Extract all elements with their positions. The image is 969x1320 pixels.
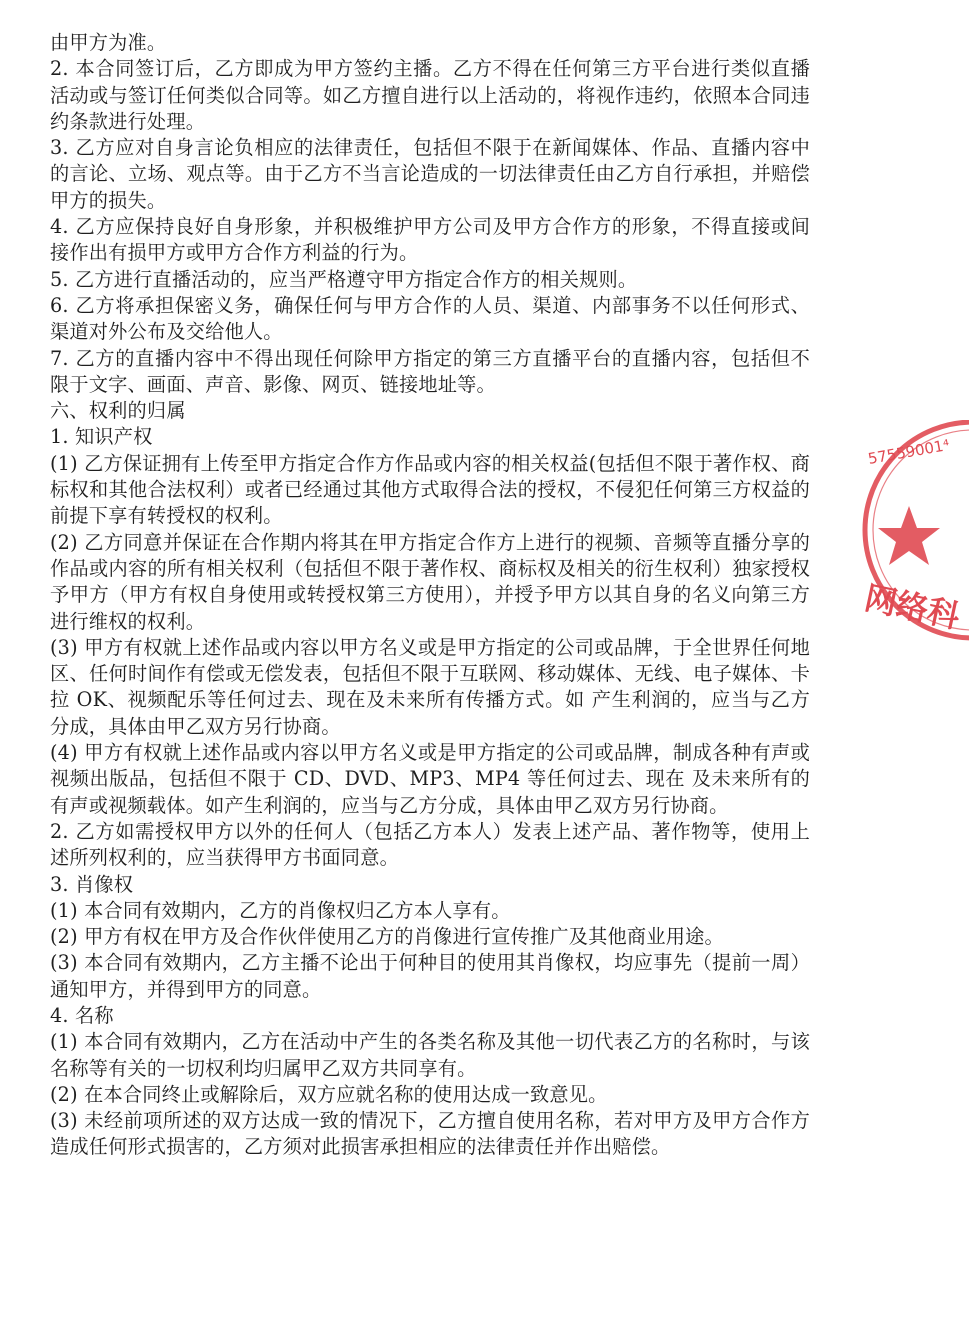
paragraph: 6. 乙方将承担保密义务，确保任何与甲方合作的人员、渠道、内部事务不以任何形式、渠道对外公布及交给他人。 [50,293,810,344]
paragraph: 4. 乙方应保持良好自身形象，并积极维护甲方公司及甲方合作方的形象，不得直接或间接作出有损甲方或甲方合作方利益的行为。 [50,215,810,265]
subsection-heading: 3. 肖像权 [50,872,134,896]
company-seal [855,420,969,670]
paragraph: 由甲方为准。 [50,31,167,54]
subsection-heading: 4. 名称 [50,1003,114,1027]
paragraph: (3) 本合同有效期内，乙方主播不论出于何种目的使用其肖像权，均应事先（提前一周）通知甲方，并得到甲方的同意。 [50,951,810,1001]
document-body [50,30,810,1161]
paragraph: (3) 未经前项所述的双方达成一致的情况下，乙方擅自使用名称，若对甲方及甲方合作方造成任何形式损害的，乙方须对此损害承担相应的法律责任并作出赔偿。 [50,1109,810,1159]
paragraph: (1) 本合同有效期内，乙方的肖像权归乙方本人享有。 [50,898,511,922]
seal-name-text: 网络科 [861,578,964,636]
paragraph: (4) 甲方有权就上述作品或内容以甲方名义或是甲方指定的公司或品牌，制成各种有声或视频出版品，包括但不限于 CD、DVD、MP3、MP4 等任何过去、现在 及未来所有的有声或视频载体。如产生利润的，应当与乙方分成，具体由甲乙双方另行协商。 [50,741,810,817]
paragraph: (1) 乙方保证拥有上传至甲方指定合作方作品或内容的相关权益(包括但不限于著作权、商标权和其他合法权利）或者已经通过其他方式取得合法的授权，不侵犯任何第三方权益的前提下享有转授权的权利。 [50,451,810,528]
section-heading: 六、权利的归属 [50,399,186,423]
paragraph: 2. 本合同签订后，乙方即成为甲方签约主播。乙方不得在任何第三方平台进行类似直播活动或与签订任何类似合同等。如乙方擅自进行以上活动的，将视作违约，依照本合同违约条款进行处理。 [50,57,810,133]
seal-number-text: 57559001⁴ [866,435,951,468]
seal-star-icon [878,506,940,565]
paragraph: (2) 乙方同意并保证在合作期内将其在甲方指定合作方上进行的视频、音频等直播分享的作品或内容的所有相关权利（包括但不限于著作权、商标权及相关的衍生权利）独家授权予甲方（甲方有权自身使用或转授权第三方使用），并授予甲方以其自身的名义向第三方进行维权的权利。 [50,530,810,633]
paragraph: 5. 乙方进行直播活动的，应当严格遵守甲方指定合作方的相关规则。 [50,267,638,291]
paragraph: (2) 甲方有权在甲方及合作伙伴使用乙方的肖像进行宣传推广及其他商业用途。 [50,925,724,949]
company-seal-graphic [855,420,969,670]
subsection-heading: 1. 知识产权 [50,425,153,449]
paragraph: (3) 甲方有权就上述作品或内容以甲方名义或是甲方指定的公司或品牌，于全世界任何地区、任何时间作有偿或无偿发表，包括但不限于互联网、移动媒体、无线、电子媒体、卡拉 OK、视频配乐等任何过去、现在及未来所有传播方式。如 产生利润的，应当与乙方分成，具体由甲乙双方另行协商。 [50,635,810,738]
paragraph: 7. 乙方的直播内容中不得出现任何除甲方指定的第三方直播平台的直播内容，包括但不限于文字、画面、声音、影像、网页、链接地址等。 [50,346,810,396]
paragraph: (2) 在本合同终止或解除后，双方应就名称的使用达成一致意见。 [50,1082,608,1106]
paragraph: 3. 乙方应对自身言论负相应的法律责任，包括但不限于在新闻媒体、作品、直播内容中的言论、立场、观点等。由于乙方不当言论造成的一切法律责任由乙方自行承担，并赔偿甲方的损失。 [50,136,810,212]
paragraph: 2. 乙方如需授权甲方以外的任何人（包括乙方本人）发表上述产品、著作物等，使用上述所列权利的，应当获得甲方书面同意。 [50,819,810,870]
paragraph: (1) 本合同有效期内，乙方在活动中产生的各类名称及其他一切代表乙方的名称时，与该名称等有关的一切权利均归属甲乙双方共同享有。 [50,1030,810,1080]
